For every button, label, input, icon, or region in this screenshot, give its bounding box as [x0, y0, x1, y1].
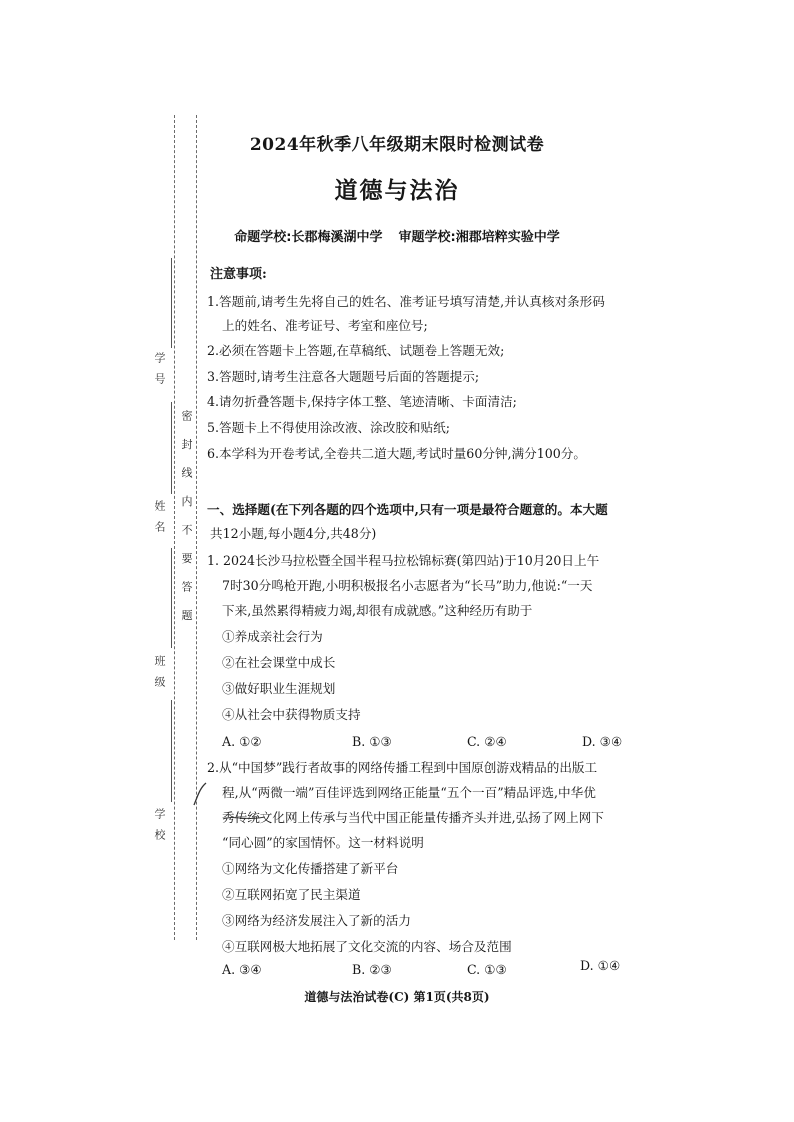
exam-title: 2024年秋季八年级期末限时检测试卷 — [249, 135, 545, 155]
q2-statement-3: ③网络为经济发展注入了新的活力 — [222, 913, 411, 928]
q1-option-c[interactable]: C. ②④ — [467, 734, 507, 749]
q1-option-b[interactable]: B. ①③ — [352, 734, 392, 749]
q1-statement-1: ①养成亲社会行为 — [222, 629, 323, 644]
q2-option-d[interactable]: D. ①④ — [580, 958, 621, 973]
note-item-1-cont: 上的姓名、准考证号、考室和座位号; — [222, 318, 428, 333]
student-number-fill-line[interactable] — [171, 258, 172, 348]
q2-statement-4: ④互联网极大地拓展了文化交流的内容、场合及范围 — [222, 939, 512, 954]
q2-stem-line-2: 程,从“两微一端”百佳评选到网络正能量“五个一百”精品评选,中华优 — [222, 785, 596, 800]
q2-statement-1: ①网络为文化传播搭建了新平台 — [222, 861, 399, 876]
binding-label-school: 学校 — [153, 808, 166, 850]
q1-stem-line-3: 下来,虽然累得精疲力竭,却很有成就感。”这种经历有助于 — [222, 603, 533, 618]
section-1-header: 一、选择题(在下列各题的四个选项中,只有一项是最符合题意的。本大题 — [207, 502, 608, 517]
q1-option-a[interactable]: A. ①② — [222, 734, 262, 749]
binding-label-name: 姓名 — [153, 500, 166, 542]
seal-line-text: 密封线内不要答题 — [180, 410, 193, 638]
q1-option-d[interactable]: D. ③④ — [582, 734, 623, 749]
handwritten-strike-mark — [222, 812, 266, 824]
reviewer-school: 审题学校:湘郡培粹实验中学 — [398, 230, 560, 245]
notes-title: 注意事项: — [210, 267, 267, 282]
school-info — [0, 226, 794, 245]
note-item-5: 5.答题卡上不得使用涂改液、涂改胶和贴纸; — [207, 420, 450, 435]
note-item-1: 1.答题前,请考生先将自己的姓名、准考证号填写清楚,并认真核对条形码 — [207, 294, 605, 309]
q2-stem-line-3: 秀传统文化网上传承与当代中国正能量传播齐头并进,弘扬了网上网下 — [222, 810, 604, 825]
section-1-header-cont: 共12小题,每小题4分,共48分) — [210, 526, 377, 541]
q1-statement-2: ②在社会课堂中成长 — [222, 655, 336, 670]
note-item-4: 4.请勿折叠答题卡,保持字体工整、笔迹清晰、卡面清洁; — [207, 394, 517, 409]
note-item-2: 2.必须在答题卡上答题,在草稿纸、试题卷上答题无效; — [207, 343, 505, 358]
binding-margin — [0, 0, 200, 1122]
q1-stem-line-2: 7时30分鸣枪开跑,小明积极报名小志愿者为“长马”助力,他说:“一天 — [222, 578, 593, 593]
subject-title: 道德与法治 — [334, 177, 460, 204]
binding-label-class: 班级 — [153, 655, 166, 697]
q1-statement-3: ③做好职业生涯规划 — [222, 681, 336, 696]
q2-statement-2: ②互联网拓宽了民主渠道 — [222, 887, 361, 902]
note-item-6: 6.本学科为开卷考试,全卷共二道大题,考试时量60分钟,满分100分。 — [207, 446, 586, 461]
class-fill-line[interactable] — [171, 548, 172, 648]
school-fill-line[interactable] — [171, 700, 172, 802]
q2-option-c[interactable]: C. ①③ — [467, 962, 507, 977]
handwritten-bracket-mark — [190, 780, 210, 808]
q1-stem-line-1: 1. 2024长沙马拉松暨全国半程马拉松锦标赛(第四站)于10月20日上午 — [207, 553, 600, 568]
page-footer: 道德与法治试卷(C) 第1页(共8页) — [304, 990, 490, 1004]
q2-stem-line-4: “同心圆”的家国情怀。这一材料说明 — [222, 835, 424, 850]
note-item-3: 3.答题时,请考生注意各大题题号后面的答题提示; — [207, 369, 480, 384]
q2-option-b[interactable]: B. ②③ — [352, 962, 392, 977]
setter-school: 命题学校:长郡梅溪湖中学 — [234, 230, 383, 245]
name-fill-line[interactable] — [171, 402, 172, 494]
q2-option-a[interactable]: A. ③④ — [222, 962, 262, 977]
q2-stem-line-1: 2.从“中国梦”践行者故事的网络传播工程到中国原创游戏精品的出版工 — [207, 760, 598, 775]
q1-statement-4: ④从社会中获得物质支持 — [222, 707, 361, 722]
binding-label-student-number: 学号 — [153, 352, 166, 394]
